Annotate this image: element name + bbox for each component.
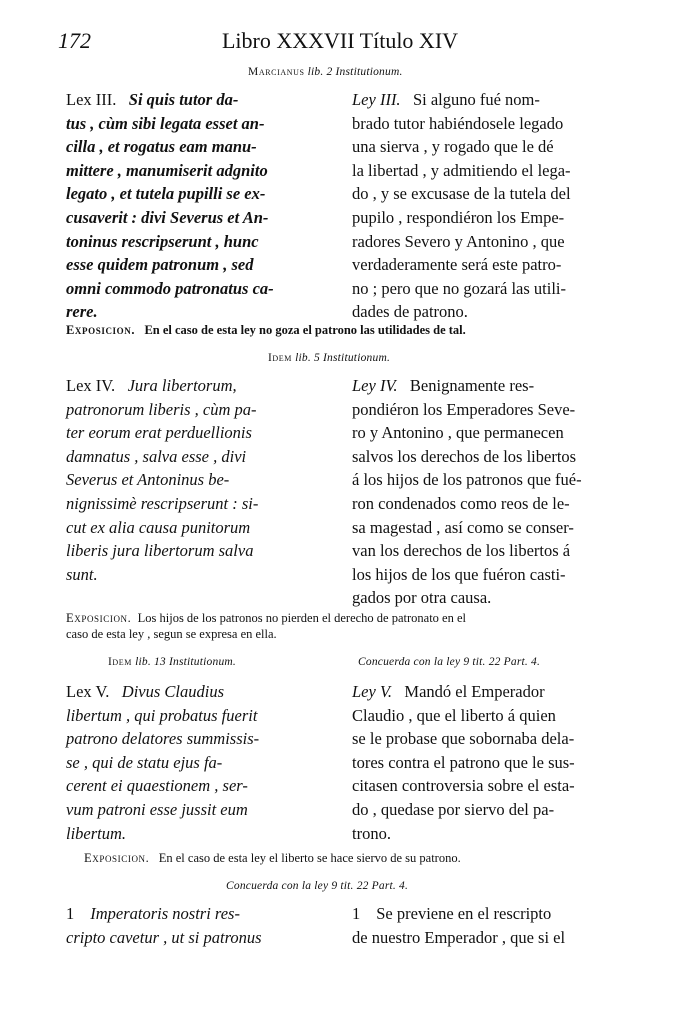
exposicion-4 xyxy=(66,610,618,642)
latin-line: tus , cùm sibi legata esset an- xyxy=(66,113,265,133)
spanish-line: á los hijos de los patronos que fué- xyxy=(352,470,582,490)
spanish-line: ro y Antonino , que permanecen xyxy=(352,423,564,443)
ley-3-spanish xyxy=(352,88,618,324)
spanish-line: Si alguno fué nom- xyxy=(412,90,540,109)
source-reference: lib. 13 Institutionum. xyxy=(135,656,236,668)
latin-line: sunt. xyxy=(66,564,98,584)
latin-line: patronorum liberis , cùm pa- xyxy=(66,399,257,419)
exposicion-5 xyxy=(84,850,636,866)
spanish-line: verdaderamente será este patro- xyxy=(352,255,562,275)
page-header xyxy=(58,28,622,56)
latin-line: vum patroni esse jussit eum xyxy=(66,799,248,819)
spanish-line: brado tutor habiéndosele legado xyxy=(352,113,564,133)
latin-line: esse quidem patronum , sed xyxy=(66,255,254,275)
concordance-note: Concuerda con la ley 9 tit. 22 Part. 4. xyxy=(226,880,409,892)
latin-line: Severus et Antoninus be- xyxy=(66,470,230,490)
lex-label: Lex V. xyxy=(66,682,110,701)
latin-line: legato , et tutela pupilli se ex- xyxy=(66,184,266,204)
latin-line: ter eorum erat perduellionis xyxy=(66,423,252,443)
spanish-line: gados por otra causa. xyxy=(352,588,492,608)
latin-line: patrono delatores summissis- xyxy=(66,729,260,749)
exposicion-label: Exposicion. xyxy=(66,611,132,625)
spanish-line: citasen controversia sobre el esta- xyxy=(352,776,575,796)
section-1-latin xyxy=(66,902,334,949)
spanish-line: la libertad , y admitiendo el lega- xyxy=(352,160,571,180)
ley-label: Ley III. xyxy=(352,90,401,109)
latin-line: damnatus , salva esse , divi xyxy=(66,446,247,466)
exposicion-text: En el caso de esta ley no goza el patrono las utilidades de tal. xyxy=(144,323,466,337)
source-author: Idem xyxy=(108,656,133,668)
latin-line: omni commodo patronatus ca- xyxy=(66,278,274,298)
ley-5-spanish xyxy=(352,680,618,845)
latin-line: liberis jura libertorum salva xyxy=(66,541,254,561)
latin-line: Jura libertorum, xyxy=(127,376,237,395)
ley-label: Ley IV. xyxy=(352,376,398,395)
latin-line: mittere , manumiserit adgnito xyxy=(66,160,268,180)
latin-line: cilla , et rogatus eam manu- xyxy=(66,137,257,157)
latin-line: cerent ei quaestionem , ser- xyxy=(66,776,248,796)
latin-line: rere. xyxy=(66,302,98,322)
lex-label: Lex IV. xyxy=(66,376,116,395)
lex-3-latin xyxy=(66,88,334,324)
exposicion-label: Exposicion. xyxy=(66,323,136,337)
ley-label: Ley V. xyxy=(352,682,393,701)
latin-line: se , qui de statu ejus fa- xyxy=(66,752,223,772)
spanish-line: do , y se excusase de la tutela del xyxy=(352,184,571,204)
exposicion-text: caso de esta ley , segun se expresa en ella. xyxy=(66,627,277,641)
exposicion-label: Exposicion. xyxy=(84,851,150,865)
source-citation-2 xyxy=(268,352,390,364)
latin-line: libertum , qui probatus fuerit xyxy=(66,705,258,725)
spanish-line: Claudio , que el liberto á quien xyxy=(352,705,556,725)
spanish-line: Mandó el Emperador xyxy=(404,682,545,701)
spanish-line: do , quedase por siervo del pa- xyxy=(352,799,555,819)
ley-4-spanish xyxy=(352,374,618,610)
exposicion-text: Los hijos de los patronos no pierden el derecho de patronato en el xyxy=(137,611,467,625)
source-citation-1 xyxy=(248,66,403,78)
section-1-spanish xyxy=(352,902,618,949)
latin-line: Imperatoris nostri res- xyxy=(90,904,240,923)
latin-line: toninus rescripserunt , hunc xyxy=(66,231,259,251)
spanish-line: sa magestad , así como se conser- xyxy=(352,517,574,537)
spanish-line: no ; pero que no gozará las utili- xyxy=(352,278,566,298)
spanish-line: Benignamente res- xyxy=(409,376,535,395)
spanish-line: salvos los derechos de los libertos xyxy=(352,446,577,466)
section-number: 1 xyxy=(66,904,75,923)
latin-line: cusaverit : divi Severus et An- xyxy=(66,207,269,227)
spanish-line: trono. xyxy=(352,823,391,843)
lex-label: Lex III. xyxy=(66,90,117,109)
section-number: 1 xyxy=(352,904,361,923)
latin-line: libertum. xyxy=(66,823,127,843)
spanish-line: se le probase que sobornaba dela- xyxy=(352,729,575,749)
latin-line: nignissimè rescripserunt : si- xyxy=(66,493,259,513)
spanish-line: Se previene en el rescripto xyxy=(376,904,552,923)
source-citation-3 xyxy=(108,656,236,668)
spanish-line: radores Severo y Antonino , que xyxy=(352,231,565,251)
source-reference: lib. 5 Institutionum. xyxy=(295,352,391,364)
spanish-line: tores contra el patrono que le sus- xyxy=(352,752,575,772)
spanish-line: pondiéron los Emperadores Seve- xyxy=(352,399,576,419)
source-author: Marcianus xyxy=(248,66,305,78)
source-author: Idem xyxy=(268,352,293,364)
latin-line: cut ex alia causa punitorum xyxy=(66,517,251,537)
latin-line: Si quis tutor da- xyxy=(128,90,239,109)
exposicion-text: En el caso de esta ley el liberto se hace siervo de su patrono. xyxy=(158,851,461,865)
latin-line: Divus Claudius xyxy=(121,682,224,701)
page-number: 172 xyxy=(58,28,91,53)
lex-5-latin xyxy=(66,680,334,845)
exposicion-3 xyxy=(66,322,618,338)
spanish-line: los hijos de los que fuéron casti- xyxy=(352,564,566,584)
spanish-line: dades de patrono. xyxy=(352,302,468,322)
source-reference: lib. 2 Institutionum. xyxy=(307,66,403,78)
spanish-line: pupilo , respondiéron los Empe- xyxy=(352,207,565,227)
spanish-line: una sierva , y rogado que le dé xyxy=(352,137,554,157)
spanish-line: de nuestro Emperador , que si el xyxy=(352,927,566,947)
running-title: Libro XXXVII Título XIV xyxy=(221,28,459,53)
lex-4-latin xyxy=(66,374,334,586)
latin-line: cripto cavetur , ut si patronus xyxy=(66,927,262,947)
concordance-note: Concuerda con la ley 9 tit. 22 Part. 4. xyxy=(358,656,541,668)
spanish-line: van los derechos de los libertos á xyxy=(352,541,571,561)
spanish-line: ron condenados como reos de le- xyxy=(352,493,570,513)
